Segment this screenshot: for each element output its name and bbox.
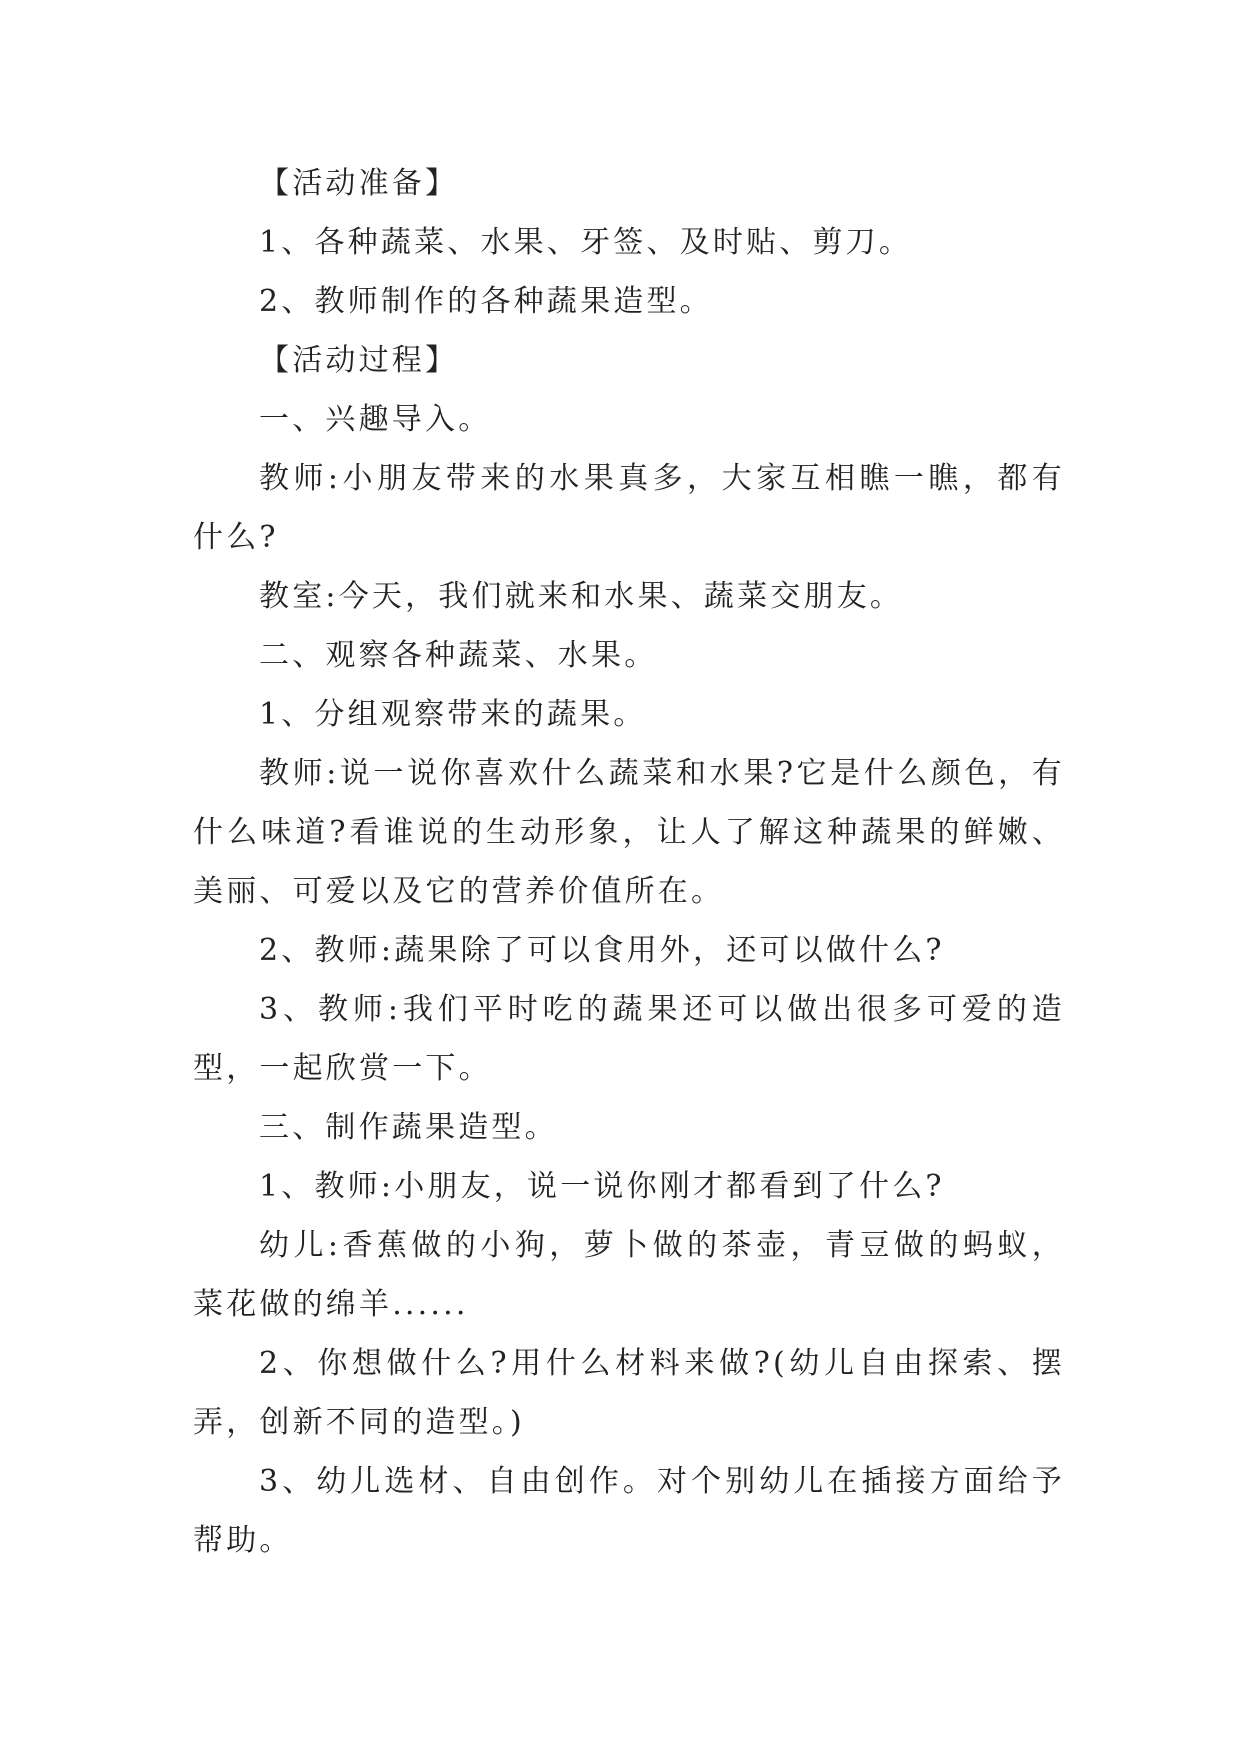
paragraph: 二、观察各种蔬菜、水果。 (259, 638, 658, 673)
paragraph: 3、教师:我们平时吃的蔬果还可以做出很多可爱的造型，一起欣赏一下。 (193, 992, 1065, 1086)
section-heading-preparation: 【活动准备】 (259, 166, 459, 201)
paragraph: 1、教师:小朋友，说一说你刚才都看到了什么? (259, 1169, 945, 1204)
paragraph: 教室:今天，我们就来和水果、蔬菜交朋友。 (259, 579, 904, 614)
paragraph: 1、分组观察带来的蔬果。 (259, 697, 647, 732)
paragraph: 一、兴趣导入。 (259, 402, 492, 437)
paragraph: 教师:说一说你喜欢什么蔬菜和水果?它是什么颜色，有什么味道?看谁说的生动形象，让人了解这种蔬果的鲜嫩、美丽、可爱以及它的营养价值所在。 (193, 756, 1065, 909)
paragraph: 2、教师制作的各种蔬果造型。 (259, 284, 713, 319)
paragraph: 教师:小朋友带来的水果真多，大家互相瞧一瞧，都有什么? (193, 461, 1065, 555)
paragraph: 1、各种蔬菜、水果、牙签、及时贴、剪刀。 (259, 225, 913, 260)
paragraph: 2、你想做什么?用什么材料来做?(幼儿自由探索、摆弄，创新不同的造型。) (193, 1346, 1065, 1440)
document-body (193, 154, 1065, 1570)
paragraph: 2、教师:蔬果除了可以食用外，还可以做什么? (259, 933, 945, 968)
paragraph: 幼儿:香蕉做的小狗，萝卜做的茶壶，青豆做的蚂蚁，菜花做的绵羊...... (193, 1228, 1065, 1322)
paragraph: 三、制作蔬果造型。 (259, 1110, 558, 1145)
section-heading-process: 【活动过程】 (259, 343, 459, 378)
paragraph: 3、幼儿选材、自由创作。对个别幼儿在插接方面给予帮助。 (193, 1464, 1065, 1558)
